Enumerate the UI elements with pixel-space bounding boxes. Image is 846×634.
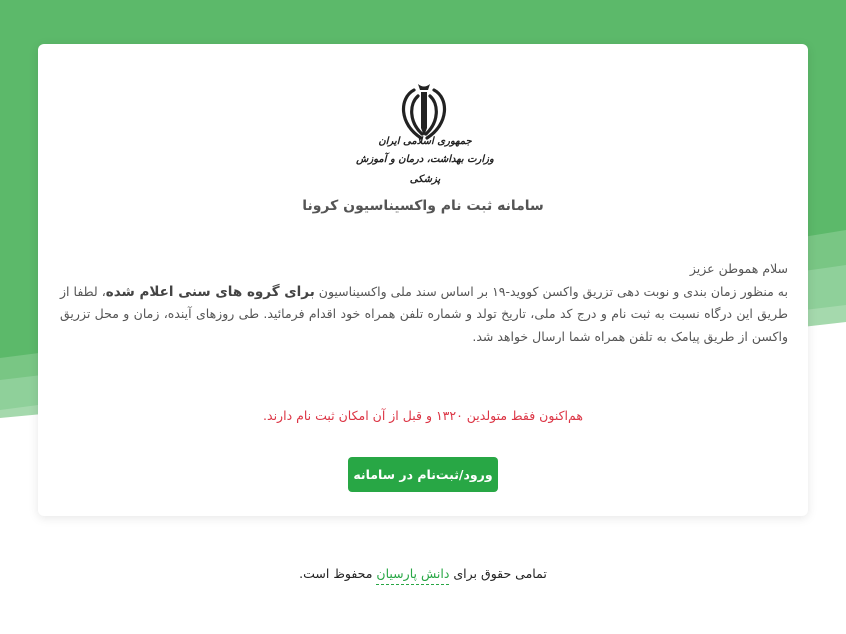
eligibility-notice: هم‌اکنون فقط متولدین ۱۳۲۰ و قبل از آن امکان ثبت نام دارند. <box>263 408 583 423</box>
intro-text-before: به منظور زمان بندی و نوبت دهی تزریق واکسن کووید-۱۹ بر اساس سند ملی واکسیناسیون <box>314 283 788 299</box>
ministry-line2: وزارت بهداشت، درمان و آموزش پزشکی <box>356 154 494 185</box>
page-title: سامانه ثبت نام واکسیناسیون کرونا <box>302 198 544 214</box>
ministry-line1: جمهوری اسلامی ایران <box>378 136 472 147</box>
footer-company-link[interactable]: دانش پارسیان <box>376 566 449 585</box>
footer-text-after: محفوظ است. <box>299 566 377 581</box>
ministry-logo-text <box>350 134 500 190</box>
footer-copyright <box>200 566 646 581</box>
footer-text-before: تمامی حقوق برای <box>449 566 547 581</box>
intro-paragraph <box>60 281 788 349</box>
login-register-button[interactable]: ورود/ثبت‌نام در سامانه <box>348 457 498 492</box>
intro-bold-text: برای گروه های سنی اعلام شده <box>105 283 315 300</box>
intro-text-after: ، لطفا از طریق این درگاه نسبت به ثبت نام و درج کد ملی، تاریخ تولد و شماره تلفن همراه خود اقدام فرمائید. طی روزهای آینده، زمان و محل تزریق واکسن از طریق پیامک به تلفن همراه شما ارسال خواهد شد. <box>60 283 788 344</box>
iran-emblem-icon <box>395 80 453 142</box>
intro-text <box>60 258 788 348</box>
greeting: سلام هموطن عزیز <box>689 261 788 276</box>
